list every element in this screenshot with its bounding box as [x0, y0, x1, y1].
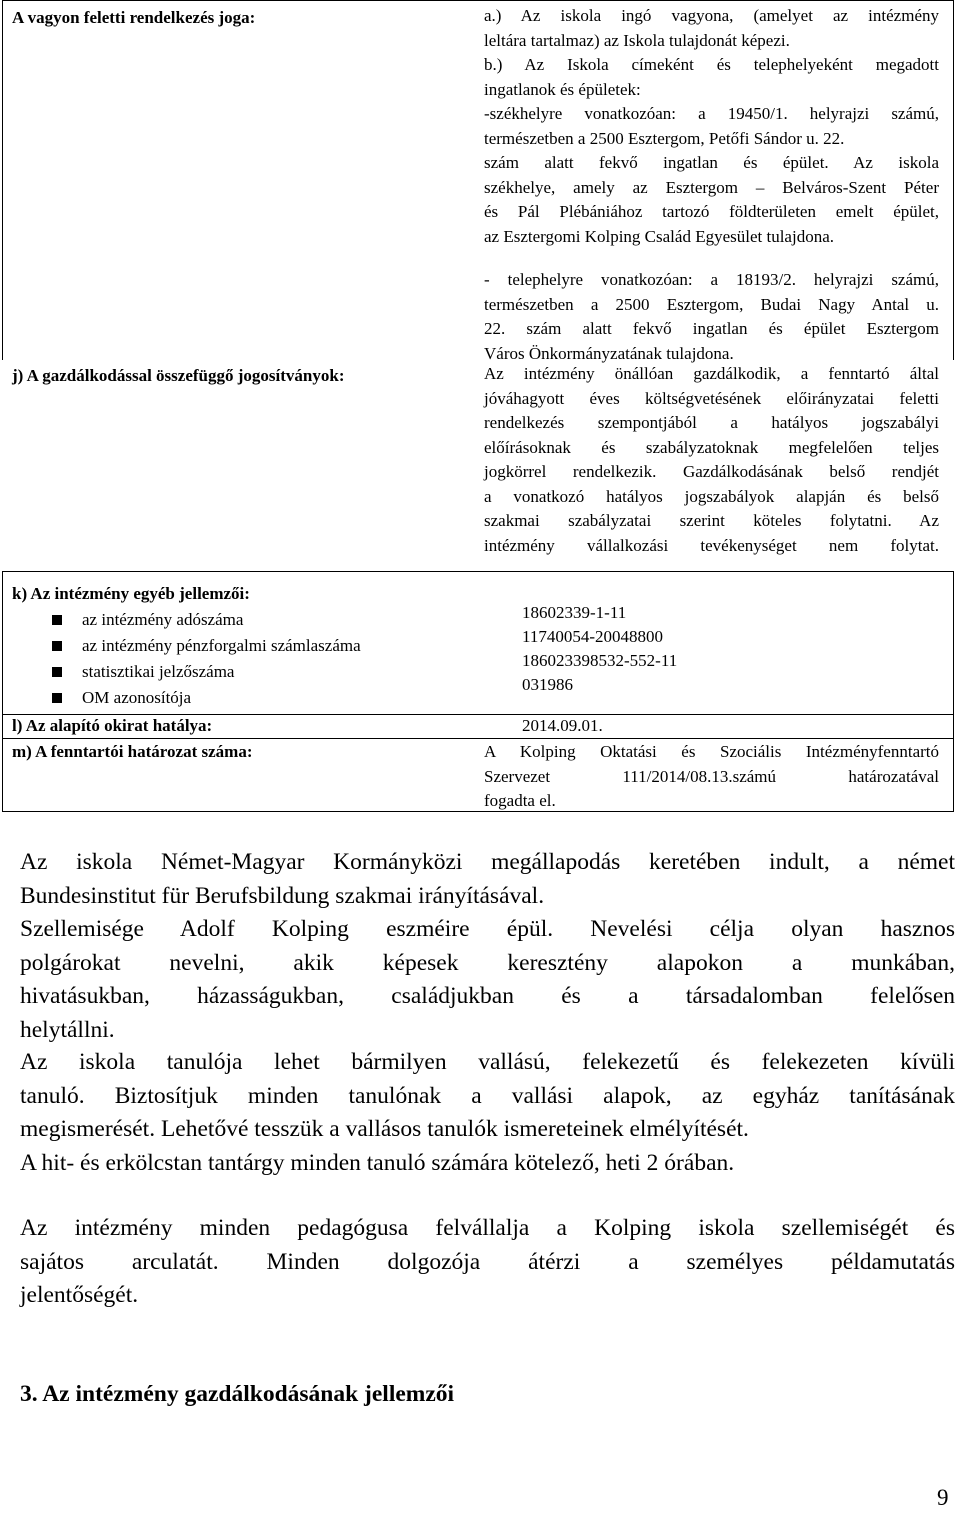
row-label-maintainer-resolution: m) A fenntartói határozat száma:: [12, 742, 253, 761]
text-line: jelentőségét.: [20, 1282, 139, 1308]
list-item: az intézmény pénzforgalmi számlaszáma: [50, 633, 361, 659]
paragraph-origin: [20, 846, 955, 913]
paragraph-teachers: [20, 1212, 955, 1313]
text-line: helytállni.: [20, 1016, 115, 1043]
table-border-left: [2, 0, 3, 360]
paragraph-religion-class: [20, 1147, 955, 1181]
text-line: b.) Az Iskola címeként és telephelyeként megadott: [484, 55, 939, 74]
text-line: a.) Az iskola ingó vagyona, (amelyet az intézmény: [484, 6, 939, 25]
text-line: intézmény vállalkozási tevékenységet nem folytat.: [484, 535, 939, 555]
text-line: Az intézmény minden pedagógusa felvállalja a Kolping iskola szellemiségét és: [20, 1215, 955, 1241]
row-value-deed-effective: 2014.09.01.: [522, 716, 603, 735]
table-border-left: [2, 571, 3, 811]
text-line: -székhelyre vonatkozóan: a 19450/1. helyrajzi számú,: [484, 104, 939, 123]
row-value-management-rights: [484, 362, 939, 558]
row-value-asset-rights: [484, 4, 939, 249]
table-border-top: [2, 0, 954, 1]
text-line: ingatlanok és épületek:: [484, 79, 641, 99]
text-line: székhelye, amely az Esztergom – Belváros-Szent Péter: [484, 177, 939, 197]
row-label-management-rights: j) A gazdálkodással összefüggő jogosítványok:: [12, 366, 345, 385]
row-value-maintainer-resolution: [484, 740, 939, 814]
text-line: sajátos arculatát. Minden dolgozója átérzi a személyes példamutatás: [20, 1248, 955, 1275]
row-label-other-characteristics: k) Az intézmény egyéb jellemzői:: [12, 584, 250, 603]
text-line: Bundesinstitut für Berufsbildung szakmai irányításával.: [20, 882, 545, 909]
text-line: hivatásukban, házasságukban, családjukban és a társadalomban felelősen: [20, 983, 955, 1009]
text-line: természetben a 2500 Esztergom, Budai Nagy Antal u.: [484, 294, 939, 314]
text-line: tanuló. Biztosítjuk minden tanulónak a vallási alapok, az egyház tanításának: [20, 1082, 955, 1109]
page-number: 9: [937, 1485, 949, 1510]
table-border-right: [953, 571, 954, 811]
characteristics-list: [50, 607, 361, 711]
table-row-divider: [2, 738, 954, 739]
text-line: az Esztergomi Kolping Család Egyesület tulajdona.: [484, 226, 834, 246]
list-item: OM azonosítója: [50, 685, 361, 711]
text-line: és Pál Plébániához tartozó földterületen emelt épület,: [484, 202, 939, 221]
text-line: A Kolping Oktatási és Szociális Intézményfenntartó: [484, 742, 939, 761]
text-line: jóváhagyott éves költségvetésének előirányzatai feletti: [484, 388, 939, 408]
table-border-bottom: [2, 811, 954, 812]
text-line: Az iskola Német-Magyar Kormányközi megállapodás keretében indult, a német: [20, 849, 955, 875]
text-line: előírásoknak és szabályzatoknak megfelelően teljes: [484, 437, 939, 457]
row-value-asset-rights-site: [484, 268, 939, 366]
text-line: a vonatkozó hatályos jogszabályok alapján és belső: [484, 486, 939, 506]
paragraph-spirit: [20, 913, 955, 1047]
text-line: - telephelyre vonatkozóan: a 18193/2. helyrajzi számú,: [484, 270, 939, 289]
text-line: leltára tartalmaz) az Iskola tulajdonát képezi.: [484, 30, 790, 50]
text-line: Szellemisége Adolf Kolping eszméire épül. Nevelési célja olyan hasznos: [20, 916, 955, 942]
text-line: fogadta el.: [484, 791, 556, 810]
row-label-deed-effective: l) Az alapító okirat hatálya:: [12, 716, 213, 735]
text-line: szám alatt fekvő ingatlan és épület. Az iskola: [484, 153, 939, 172]
paragraph-students: [20, 1046, 955, 1147]
text-line: szakmai szabályzatai szerint köteles folytatni. Az: [484, 511, 939, 530]
text-line: megismerését. Lehetővé tesszük a vallásos tanulók ismereteinek elmélyítését.: [20, 1116, 749, 1142]
statistical-code: 186023398532-552-11: [522, 651, 678, 670]
list-item: statisztikai jelzőszáma: [50, 659, 361, 685]
text-line: jogkörrel rendelkezik. Gazdálkodásának belső rendjét: [484, 462, 939, 481]
section-heading: 3. Az intézmény gazdálkodásának jellemzői: [20, 1381, 455, 1407]
om-identifier: 031986: [522, 675, 573, 694]
text-line: Város Önkormányzatának tulajdona.: [484, 343, 734, 363]
tax-number: 18602339-1-11: [522, 603, 627, 622]
text-line: Szervezet 111/2014/08.13.számú határozatával: [484, 766, 939, 786]
bank-account-number: 11740054-20048800: [522, 627, 664, 646]
text-line: Az iskola tanulója lehet bármilyen vallású, felekezetű és felekezeten kívüli: [20, 1049, 955, 1075]
table-row-divider: [2, 571, 954, 572]
text-line: Az intézmény önállóan gazdálkodik, a fenntartó által: [484, 364, 939, 383]
row-label-asset-rights: A vagyon feletti rendelkezés joga:: [12, 8, 256, 27]
text-line: 22. szám alatt fekvő ingatlan és épület Esztergom: [484, 319, 939, 338]
text-line: természetben a 2500 Esztergom, Petőfi Sándor u. 22.: [484, 128, 845, 148]
text-line: polgárokat nevelni, akik képesek keresztény alapokon a munkában,: [20, 949, 955, 976]
table-border-right: [953, 0, 954, 360]
text-line: A hit- és erkölcstan tantárgy minden tanuló számára kötelező, heti 2 órában.: [20, 1150, 735, 1176]
characteristics-values: [522, 601, 677, 697]
text-line: rendelkezés szempontjából a hatályos jogszabályi: [484, 413, 939, 432]
list-item: az intézmény adószáma: [50, 607, 361, 633]
